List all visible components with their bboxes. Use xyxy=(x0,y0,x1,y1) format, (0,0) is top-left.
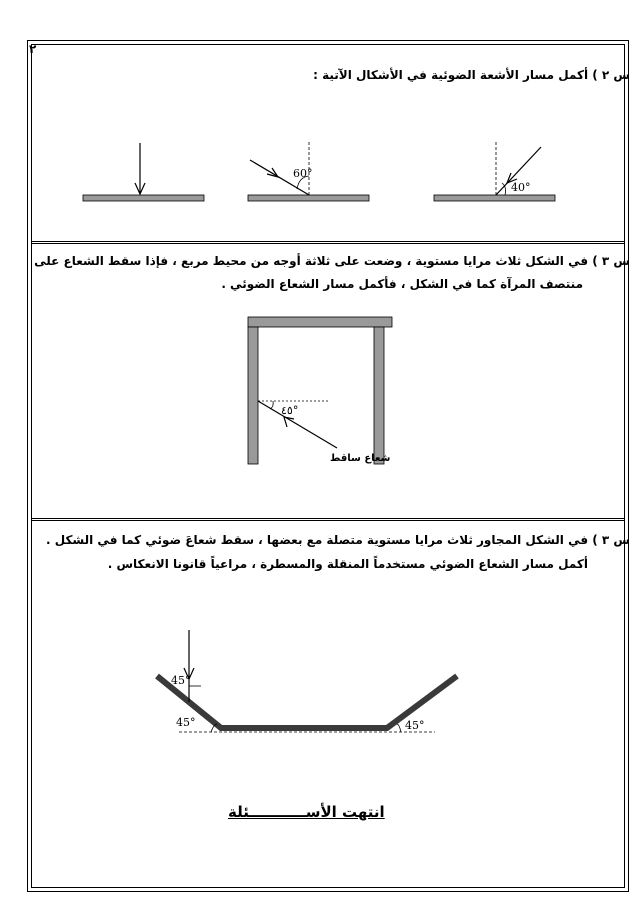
q3a-line1: س ٣ ) في الشكل ثلاث مرايا مستوية ، وضعت على ثلاثة أوجه من محيط مربع ، فإذا سقط الشعاع على xyxy=(34,254,630,268)
mirror-1 xyxy=(83,195,204,201)
divider-1 xyxy=(31,241,625,244)
mirror-2 xyxy=(248,195,369,201)
divider-2 xyxy=(31,518,625,521)
end-of-questions: انتهت الأســـــــــــئلة xyxy=(228,803,385,821)
mirror-right xyxy=(374,327,384,464)
q3b-line2: أكمل مسار الشعاع الضوئي مستخدماً المنقلة والمسطرة ، مراعياً قانونا الانعكاس . xyxy=(107,557,588,571)
mirror-left xyxy=(248,327,258,464)
angle-label-40: 40° xyxy=(511,181,531,194)
mirror-3 xyxy=(434,195,555,201)
q3a-figure xyxy=(240,315,400,475)
angle-left-label: 45° xyxy=(176,716,196,729)
angle-arc-right xyxy=(397,724,401,732)
page-number: ٢ xyxy=(29,42,37,56)
q3b-figure xyxy=(31,620,625,750)
incident-ray-label: شعاع ساقط xyxy=(330,453,391,464)
q3a-line2: منتصف المرآة كما في الشكل ، فأكمل مسار الشعاع الضوئي . xyxy=(221,277,583,291)
q2-figures xyxy=(31,120,625,220)
q3b-line1: س ٣ ) في الشكل المجاور ثلاث مرايا مستوية متصلة مع بعضها ، سقط شعاعَ ضوئي كما في الشكل . xyxy=(46,533,630,547)
angle-label-60: 60° xyxy=(293,167,313,180)
mirror-top xyxy=(248,317,392,327)
angle-right-label: 45° xyxy=(405,719,425,732)
angle-top-label: 45° xyxy=(171,674,191,687)
angle-label: ٤٥° xyxy=(281,404,299,417)
q2-text: س ٢ ) أكمل مسار الأشعة الضوئية في الأشكال الآتية : xyxy=(313,68,630,82)
